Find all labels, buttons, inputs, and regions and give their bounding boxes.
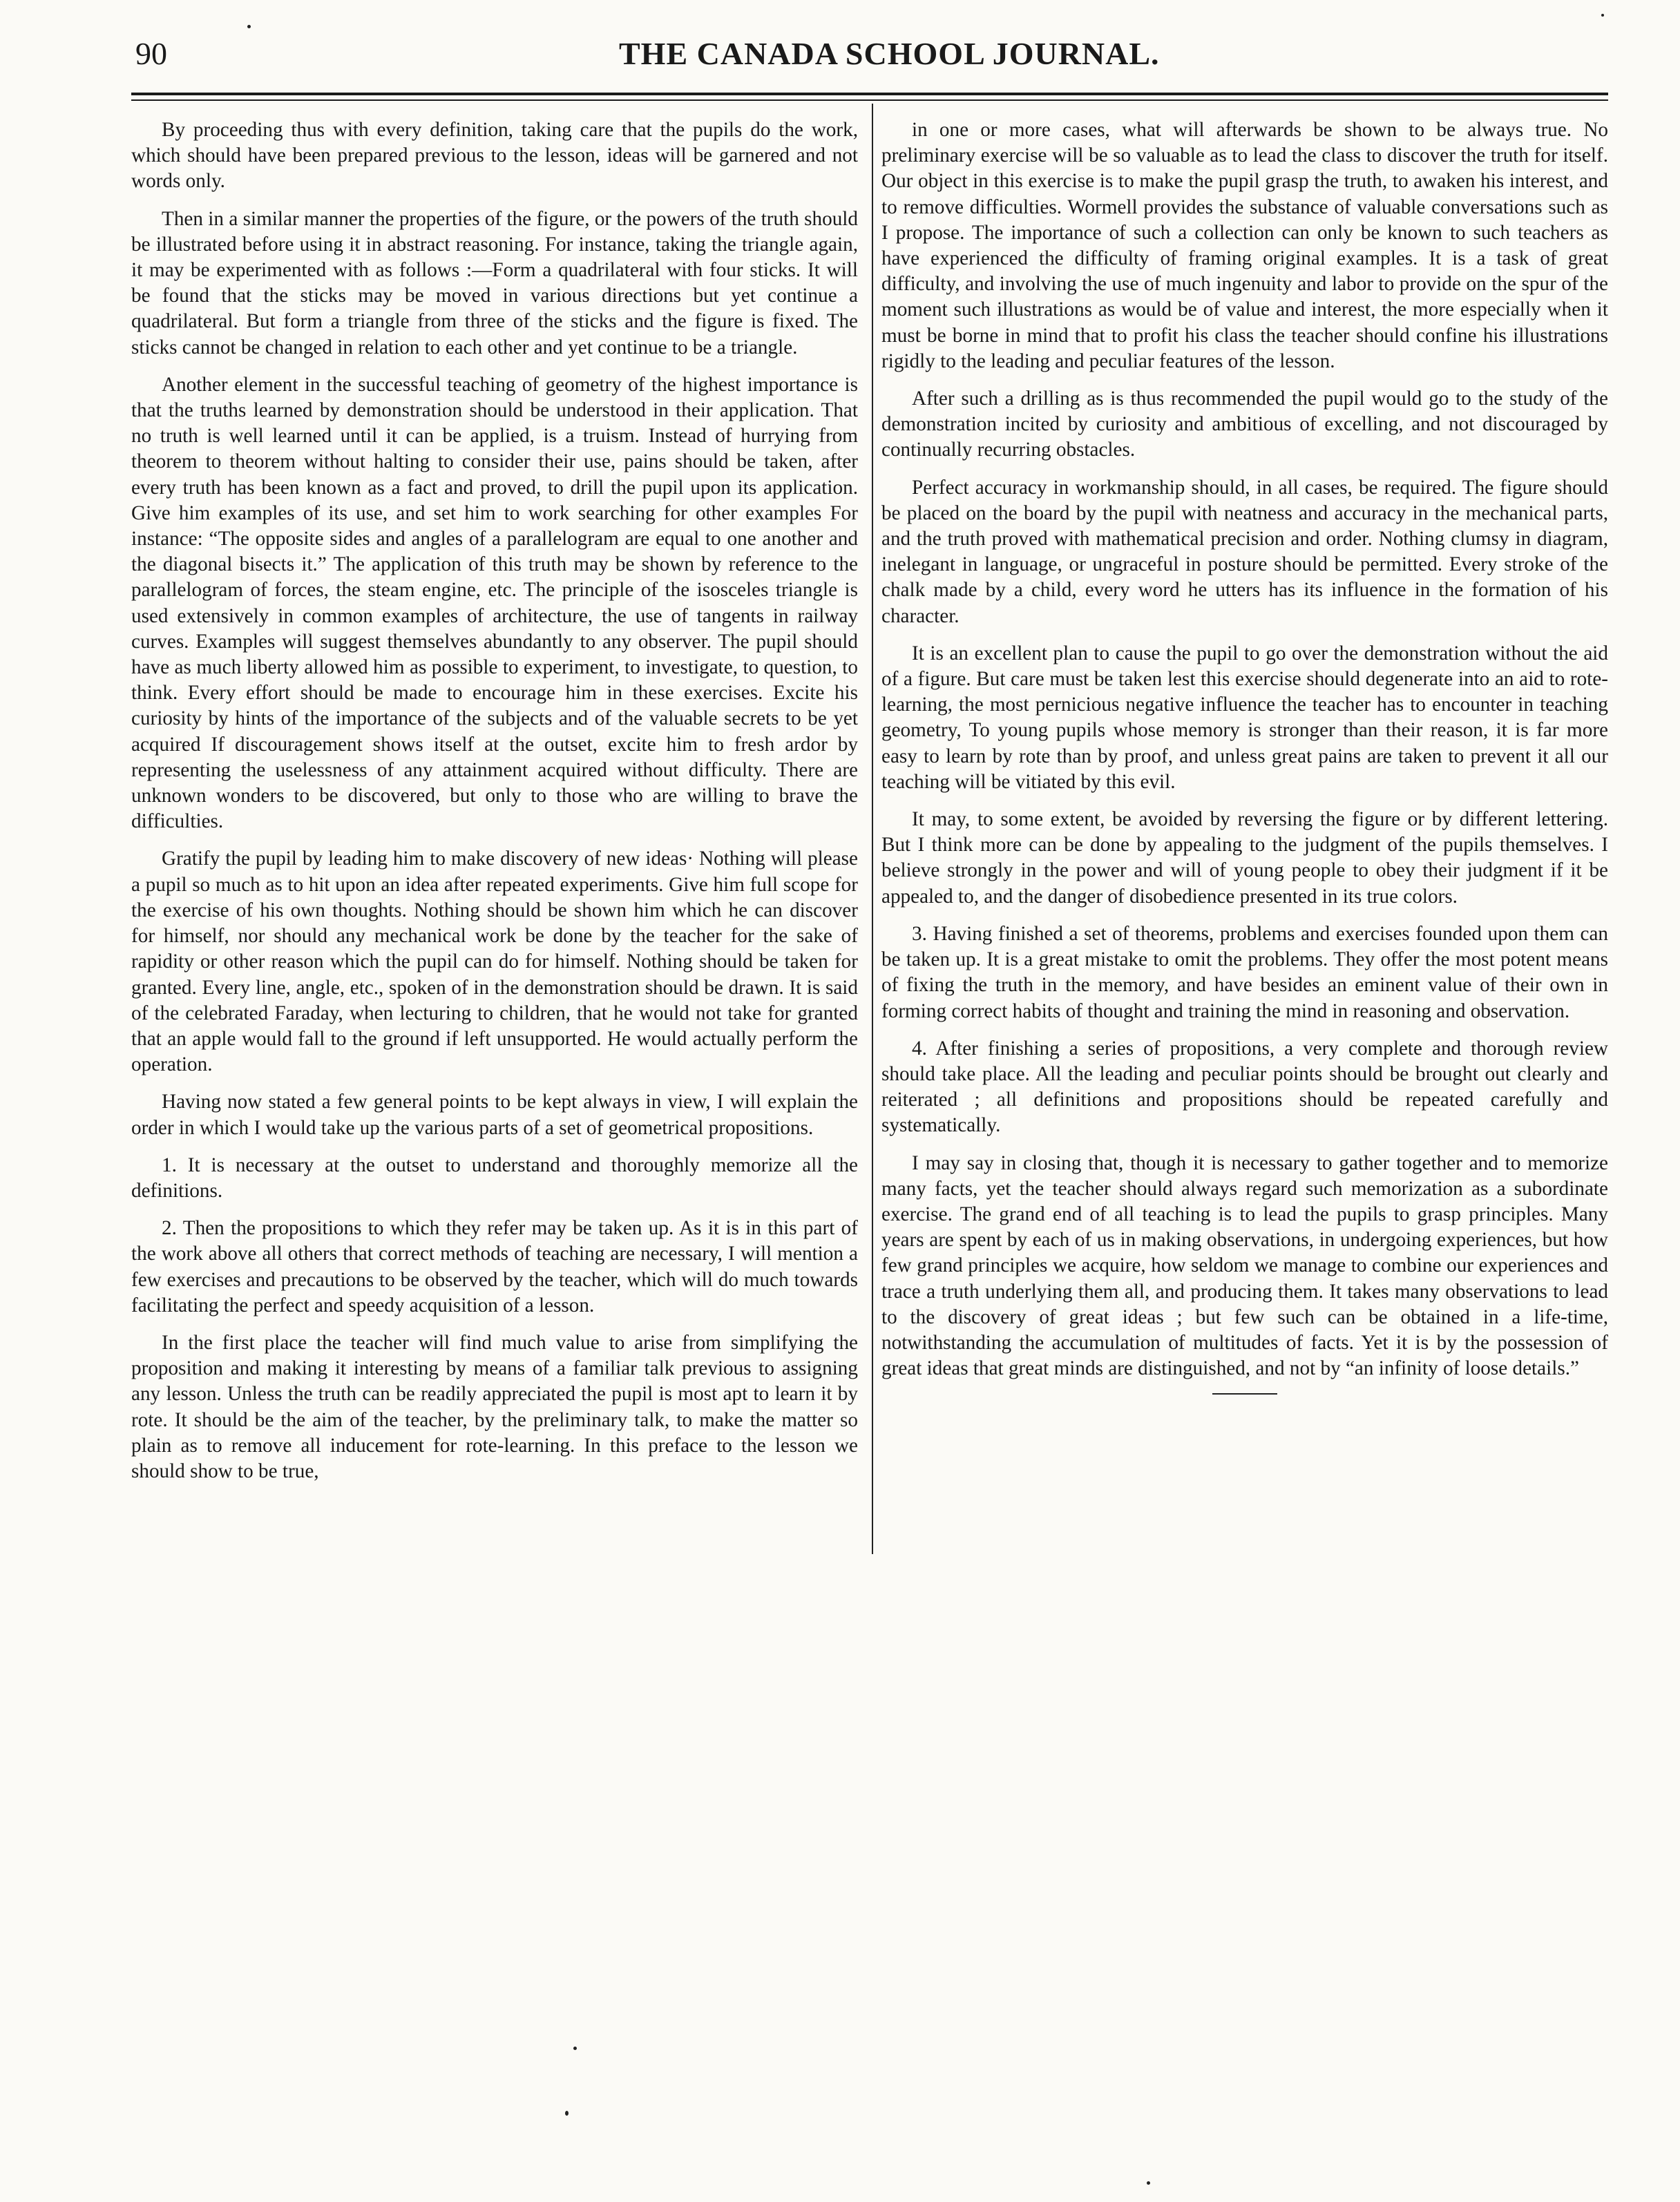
paragraph: 1. It is necessary at the outset to understand and thoroughly memorize all the definitions. — [131, 1153, 858, 1202]
paragraph: Then in a similar manner the properties of the figure, or the powers of the truth should be illustrated before using it in abstract reasoning. For instance, taking the triangle again, it may be experimented with as follows :—Form a quadrilateral with four sticks. It will be found that the sticks may be moved in various directions but yet continue a quadrilateral. But form a triangle from three of the sticks and the figure is fixed. The sticks cannot be changed in relation to each other and yet continue to be a triangle. — [131, 207, 858, 358]
header-rule-thin — [131, 99, 1608, 101]
header-rule-thick — [131, 93, 1608, 95]
paragraph: I may say in closing that, though it is necessary to gather together and to memorize many facts, yet the teacher should always regard such memorization as a subordinate exercise. The grand end of all teaching is to lead the pupils to grasp principles. Many years are spent by each of us in making observations, in undergoing experiences, but how few grand principles we acquire, how seldom we manage to combine our experiences and trace a truth underlying them all, and producing them. It takes many observations to lead to the discovery of great ideas ; but few such can be obtained in a life-time, notwithstanding the accumulation of multitudes of facts. Yet it is by the possession of great ideas that great minds are distinguished, and not by “an infinity of loose details.” — [881, 1151, 1608, 1380]
page-number: 90 — [135, 36, 167, 71]
right-column — [881, 117, 1608, 1395]
paragraph: 3. Having finished a set of theorems, problems and exercises founded upon them can be taken up. It is a great mistake to omit the problems. They offer the most potent means of fixing the truth in the memory, and have besides an eminent value of their own in forming correct habits of thought and training the mind in reasoning and observation. — [881, 922, 1608, 1022]
closing-rule — [1212, 1393, 1277, 1395]
paragraph: in one or more cases, what will afterwards be shown to be always true. No preliminary exercise will be so valuable as to lead the class to discover the truth for itself. Our object in this exercise is to make the pupil grasp the truth, to awaken his interest, and to remove difficulties. Wormell provides the substance of valuable conversations such as I propose. The importance of such a collection can only be known to such teachers as have experienced the difficulty of framing original examples. It is a task of great difficulty, and involving the use of much ingenuity and labor to provide on the spur of the moment such illustrations as would be of value and interest, the more especially when it must be borne in mind that to profit his class the teacher should confine his illustrations rigidly to the leading and peculiar features of the lesson. — [881, 119, 1608, 372]
paragraph: Perfect accuracy in workmanship should, in all cases, be required. The figure should be placed on the board by the pupil with neatness and accuracy in the mechanical parts, and the truth proved with mathematical precision and order. Nothing clumsy in diagram, inelegant in language, or ungraceful in posture should be permitted. Every stroke of the chalk made by a child, every word he utters has its influence in the formation of his character. — [881, 476, 1608, 627]
paragraph: After such a drilling as is thus recommended the pupil would go to the study of the demonstration incited by curiosity and ambitious of excelling, and not discouraged by continually recurring obstacles. — [881, 387, 1608, 461]
paragraph: It is an excellent plan to cause the pupil to go over the demonstration without the aid of a figure. But care must be taken lest this exercise should degenerate into an aid to rote-learning, the most pernicious negative influence the teacher has to encounter in teaching geometry, To young pupils whose memory is stronger than their reason, it is far more easy to learn by rote than by proof, and unless great pains are taken to prevent it all our teaching will be vitiated by this evil. — [881, 642, 1608, 793]
journal-title: THE CANADA SCHOOL JOURNAL. — [619, 36, 1160, 71]
page-header — [0, 0, 1680, 83]
scan-speck — [573, 2047, 577, 2050]
paragraph: By proceeding thus with every definition, taking care that the pupils do the work, which should have been prepared previous to the lesson, ideas will be garnered and not words only. — [131, 119, 858, 193]
paragraph: It may, to some extent, be avoided by reversing the figure or by different lettering. But I think more can be done by appealing to the judgment of the pupils themselves. I believe strongly in the power and will of young people to obey their judgment if it be appealed to, and the danger of disobedience presented in its true colors. — [881, 808, 1608, 908]
scan-speck — [1147, 2181, 1150, 2185]
paragraph: 2. Then the propositions to which they refer may be taken up. As it is in this part of the work above all others that correct methods of teaching are necessary, I will mention a few exercises and precautions to be observed by the teacher, which will do much towards facilitating the perfect and speedy acquisition of a lesson. — [131, 1217, 858, 1317]
scan-speck — [247, 25, 251, 28]
paragraph: In the first place the teacher will find much value to arise from simplifying the proposition and making it interesting by means of a familiar talk previous to assigning any lesson. Unless the truth can be readily appreciated the pupil is most apt to learn it by rote. It should be the aim of the teacher, by the preliminary talk, to make the matter so plain as to remove all inducement for rote-learning. In this preface to the lesson we should show to be true, — [131, 1331, 858, 1482]
paragraph: Gratify the pupil by leading him to make discovery of new ideas· Nothing will please a pupil so much as to hit upon an idea after repeated experiments. Give him full scope for the exercise of his own thoughts. Nothing should be shown him which he can discover for himself, nor should any mechanical work be done by the teacher for the sake of rapidity or other reason which the pupil can do for himself. Nothing should be taken for granted. Every line, angle, etc., spoken of in the demonstration should be drawn. It is said of the celebrated Faraday, when lecturing to children, that he would not take for granted that an apple would fall to the ground if left unsupported. He would actually perform the operation. — [131, 848, 858, 1076]
column-divider — [872, 104, 873, 1554]
paragraph: Another element in the successful teaching of geometry of the highest importance is that the truths learned by demonstration should be understood in their application. That no truth is well learned until it can be applied, is a truism. Instead of hurrying from theorem to theorem without halting to consider their use, pains should be taken, after every truth has been known as a fact and proved, to drill the pupil upon its application. Give him examples of its use, and set him to work searching for other examples For instance: “The opposite sides and angles of a parallelogram are equal to one another and the diagonal bisects it.” The application of this truth may be shown by reference to the parallelogram of forces, the steam engine, etc. The principle of the isosceles triangle is used extensively in common examples of architecture, the use of tangents in railway curves. Examples will suggest themselves abundantly to any observer. The pupil should have as much liberty allowed him as possible to experiment, to investigate, to question, to think. Every effort should be made to encourage him in these exercises. Excite his curiosity by hints of the importance of the subjects and of the valuable secrets to be yet acquired If discouragement shows itself at the outset, excite him to fresh ardor by representing the uselessness of any attainment acquired without difficulty. There are unknown wonders to be discovered, but only to those who are willing to brave the difficulties. — [131, 373, 858, 833]
left-column — [131, 117, 858, 1496]
scan-speck — [565, 2111, 569, 2116]
paragraph: 4. After finishing a series of propositions, a very complete and thorough review should take place. All the leading and peculiar points should be brought out clearly and reiterated ; all definitions and propositions should be repeated carefully and systematically. — [881, 1037, 1608, 1137]
paragraph: Having now stated a few general points to be kept always in view, I will explain the order in which I would take up the various parts of a set of geometrical propositions. — [131, 1091, 858, 1139]
scan-speck — [1601, 14, 1604, 17]
